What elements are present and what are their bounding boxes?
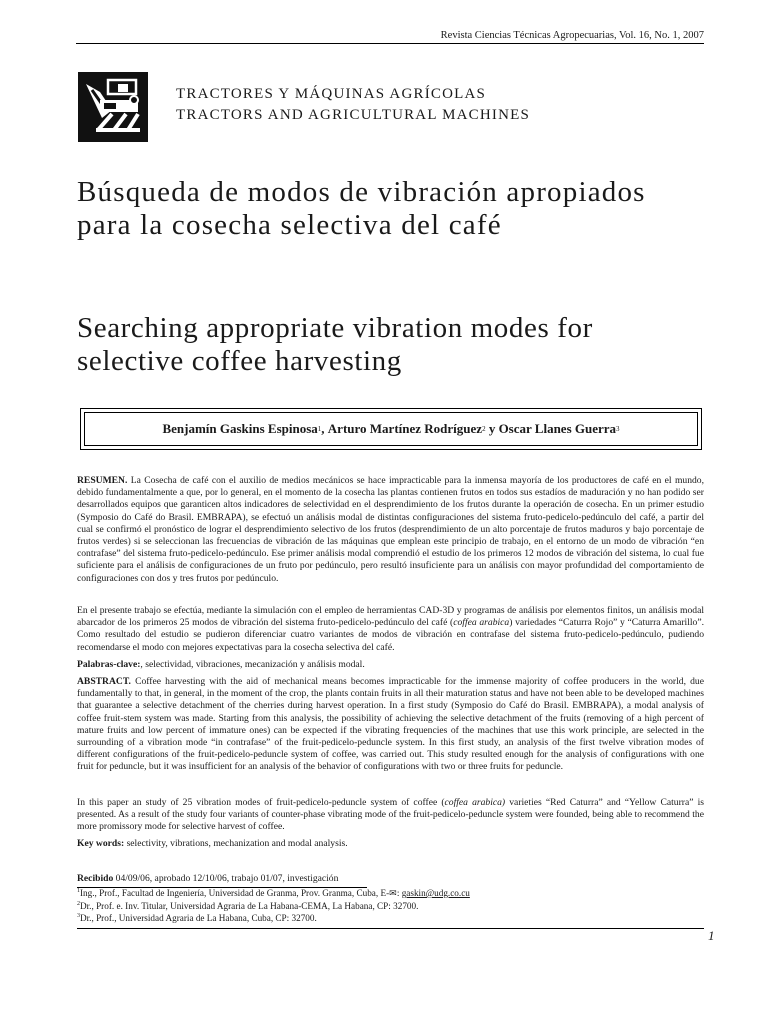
abstract-paragraph-2 xyxy=(77,797,704,834)
footnote-text: Ing., Prof., Facultad de Ingeniería, Universidad de Granma, Prov. Granma, Cuba, E- xyxy=(80,888,390,899)
resumen-label: RESUMEN. xyxy=(77,475,128,486)
header-rule xyxy=(76,43,704,44)
resumen-p2-text: En el presente trabajo se efectúa, mediante la simulación con el empleo de herramientas CAD-3D y programas de análisis por elementos finitos, un análisis modal abarcador de los primeros 25 modos de vibración del sistema fruto-pedicelo-pedúnculo del café ( xyxy=(77,605,704,629)
abstract-p2-text-end: varieties “Red Caturra” and “Yellow Caturra” is presented. As a result of the study four variants of counter-phase vibrating mode of the fruit-pedicelo-peduncle system were founded, being able to recommend the more promissory mode for selective harvest of coffee. xyxy=(77,797,704,833)
author-3-affiliation: 3 xyxy=(616,425,620,433)
section-title-es: TRACTORES Y MÁQUINAS AGRÍCOLAS xyxy=(176,86,487,102)
received-label: Recibido xyxy=(77,873,114,884)
received-dates xyxy=(77,873,338,884)
section-title-en: TRACTORS AND AGRICULTURAL MACHINES xyxy=(176,107,531,123)
footnote-text: Dr., Prof., Universidad Agraria de La Habana, Cuba, CP: 32700. xyxy=(80,913,317,924)
footnote-1 xyxy=(77,886,470,900)
resumen-text: La Cosecha de café con el auxilio de medios mecánicos se hace impracticable para la inmensa mayoría de los productores de café en el mundo, debido fundamentalmente a que, por lo general, en el momento de la cosecha las plantas contienen frutos en todos sus estadíos de maduración y no han podido ser desarrollados equipos que garanticen altos indicadores de selectividad en el desprendimiento de los frutos durante la operación de cosecha. En un primer estudio (Symposio do Café do Brasil. EMBRAPA), se efectuó un análisis modal de distintas configuraciones del sistema fruto-pedicelo-pedúnculo del café, a partir del cual se confirmó el pronóstico de lograr el desprendimiento selectivo de los frutos (desprendimiento de un alto porcentaje de frutos maduros y bajo porcentaje de frutos verdes) si se seleccionan las frecuencias de vibración de las máquinas que emplean este principio de trabajo, en el entorno de un modo de vibración “en contrafase” del sistema fruto-pedicelo-pedúnculo. Ese primer análisis modal comprendió el estudio de los primeros 12 modos de vibración del sistema, lo cual fue suficiente para el análisis de configuraciones de un fruto por pedúnculo, pero resultó insuficiente para un análisis con mayor profundidad del comportamiento de configuraciones con dos y tres frutos por pedúnculo. xyxy=(77,475,704,584)
resumen-p2-text-end: ) variedades “Caturra Rojo” y “Caturra Amarillo”. Como resultado del estudio se pudieron diferenciar cuatro variantes de modos de vibración en contrafase del sistema fruto-pedicelo-pedúnculo, pudiendo recomendarse el modo con mejores expectativas para la cosecha selectiva del café. xyxy=(77,617,704,653)
paper-title-es: Búsqueda de modos de vibración apropiados para la cosecha selectiva del café xyxy=(77,176,646,241)
email-link[interactable]: gaskin@udg.co.cu xyxy=(401,888,470,899)
authors-line xyxy=(84,412,698,446)
abstract-text: Coffee harvesting with the aid of mechanical means becomes impracticable for the immense majority of coffee producers in the world, due fundamentally to that, in general, in the moment of the crop, the plants contain fruits in all their maturation status and have not been able to be developed machines that guarantee a selective detachment of the cherries during harvest operation. In a first study (Symposio do Café do Brasil. EMBRAPA), a modal analysis of coffee fruit-stem system was made. Starting from this analysis, the possibility of achieving the selective detachment of the fruits (removing of a high percent of mature fruits and low percent of immature ones) can be expected if the vibrating frequencies of the machines that use this work principle, are selected in the surrounding of a vibration mode “in contrafase” of the fruit-pedicelo-peduncle system. In this first study, an analysis of the first twelve vibration modes of different configurations of the fruit-pedicelo-peduncle system of coffee, was carried out. This study resulted enough for the analysis of configurations with one fruit for peduncle, but it was insufficient for an analysis of the behavior of configurations with two or three fruits for peduncle. xyxy=(77,676,704,773)
resumen-paragraph xyxy=(77,475,704,585)
footnote-marker: 1 xyxy=(77,888,80,894)
palabras-clave xyxy=(77,659,704,671)
author-separator: , xyxy=(321,421,328,436)
journal-header: Revista Ciencias Técnicas Agropecuarias, Vol. 16, No. 1, 2007 xyxy=(440,30,704,41)
received-text: 04/09/06, aprobado 12/10/06, trabajo 01/07, investigación xyxy=(113,873,339,884)
email-separator: : xyxy=(396,888,402,899)
page-number: 1 xyxy=(708,928,715,943)
abstract-label: ABSTRACT. xyxy=(77,676,131,687)
abstract-paragraph xyxy=(77,676,704,774)
footnote-3 xyxy=(77,911,317,925)
palabras-clave-text: , selectividad, vibraciones, mecanización y análisis modal. xyxy=(140,659,365,670)
authors-box xyxy=(80,408,702,450)
author-1: Benjamín Gaskins Espinosa xyxy=(162,421,318,436)
email-icon: ✉ xyxy=(389,888,397,899)
key-words xyxy=(77,838,704,850)
footnote-marker: 2 xyxy=(77,901,80,907)
footnote-marker: 3 xyxy=(77,913,80,919)
author-2-affiliation: 2 xyxy=(482,425,486,433)
author-2: Arturo Martínez Rodríguez xyxy=(327,421,483,436)
author-1-affiliation: 1 xyxy=(317,425,322,433)
tractor-logo-icon xyxy=(78,72,148,142)
key-words-text: selectivity, vibrations, mechanization and modal analysis. xyxy=(124,838,348,849)
species-name-en: coffea arabica) xyxy=(444,797,506,808)
author-separator: y xyxy=(485,421,499,436)
resumen-paragraph-2 xyxy=(77,605,704,654)
footnote-text: Dr., Prof. e. Inv. Titular, Universidad Agraria de La Habana-CEMA, La Habana, CP: 32700. xyxy=(80,901,419,912)
footer-rule xyxy=(77,928,704,929)
species-name: coffea arabica xyxy=(453,617,510,629)
palabras-clave-label: Palabras-clave: xyxy=(77,659,141,670)
abstract-p2-text: In this paper an study of 25 vibration modes of fruit-pedicelo-peduncle system of coffee ( xyxy=(77,797,445,808)
author-3: Oscar Llanes Guerra xyxy=(498,421,617,436)
paper-title-en: Searching appropriate vibration modes for selective coffee harvesting xyxy=(77,312,593,377)
key-words-label: Key words: xyxy=(77,838,125,849)
